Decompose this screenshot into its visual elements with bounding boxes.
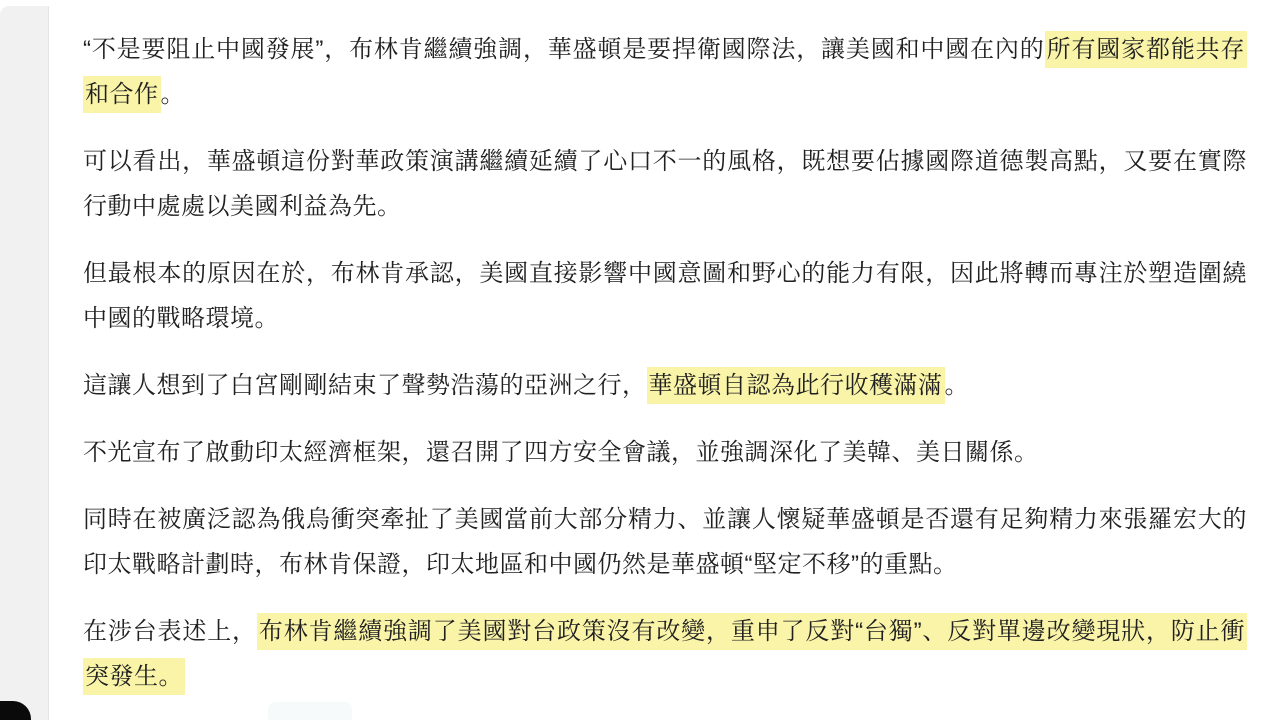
faint-watermark bbox=[268, 702, 352, 720]
paragraph bbox=[83, 139, 1247, 229]
text-segment: 但最根本的原因在於，布林肯承認，美國直接影響中國意圖和野心的能力有限，因此將轉而專注於塑造圍繞中國的戰略環境。 bbox=[83, 260, 1247, 332]
paragraph bbox=[83, 609, 1247, 699]
text-segment: 。 bbox=[160, 81, 185, 108]
text-segment: 。 bbox=[944, 372, 969, 399]
article-body bbox=[83, 27, 1247, 699]
paragraph bbox=[83, 251, 1247, 341]
paragraph bbox=[83, 363, 1247, 408]
highlighted-text: 華盛頓自認為此行收穫滿滿 bbox=[647, 367, 945, 404]
text-segment: “不是要阻止中國發展”，布林肯繼續強調，華盛頓是要捍衛國際法，讓美國和中國在內的 bbox=[83, 36, 1045, 63]
left-gutter bbox=[0, 6, 49, 720]
paragraph bbox=[83, 27, 1247, 117]
paragraph bbox=[83, 430, 1247, 475]
article-page bbox=[50, 0, 1280, 720]
text-segment: 這讓人想到了白宮剛剛結束了聲勢浩蕩的亞洲之行， bbox=[83, 372, 647, 399]
text-segment: 同時在被廣泛認為俄烏衝突牽扯了美國當前大部分精力、並讓人懷疑華盛頓是否還有足夠精力來張羅宏大的印太戰略計劃時，布林肯保證，印太地區和中國仍然是華盛頓“堅定不移”的重點。 bbox=[83, 506, 1247, 578]
text-segment: 不光宣布了啟動印太經濟框架，還召開了四方安全會議，並強調深化了美韓、美日關係。 bbox=[83, 439, 1039, 466]
text-segment: 可以看出，華盛頓這份對華政策演講繼續延續了心口不一的風格，既想要佔據國際道德製高點，又要在實際行動中處處以美國利益為先。 bbox=[83, 148, 1247, 220]
highlighted-text: 布林肯繼續強調了美國對台政策沒有改變，重申了反對“台獨”、反對單邊改變現狀，防止衝突發生。 bbox=[83, 613, 1247, 695]
text-segment: 在涉台表述上， bbox=[83, 618, 257, 645]
paragraph bbox=[83, 497, 1247, 587]
highlighted-text: 所有國家都能共存和合作 bbox=[83, 31, 1247, 113]
